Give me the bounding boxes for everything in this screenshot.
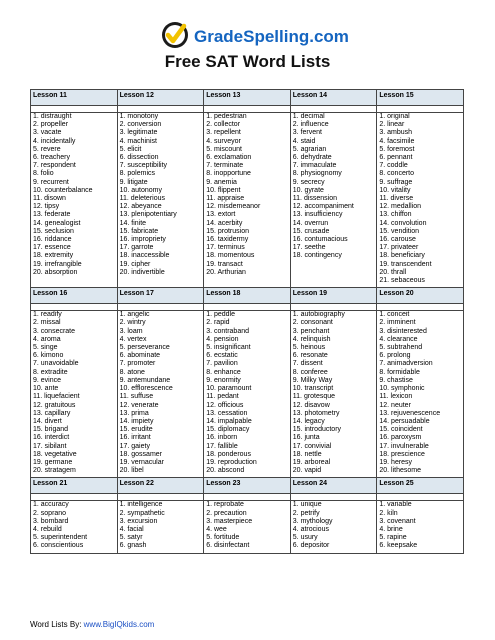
word-item: 14. convolution	[379, 219, 427, 227]
spacer-cell	[290, 494, 377, 501]
spacer-cell	[204, 494, 291, 501]
word-item: 5. singe	[33, 344, 58, 352]
lesson-heading: Lesson 25	[377, 478, 464, 494]
word-item: 19. transact	[206, 260, 243, 268]
word-item: 1. decimal	[292, 113, 325, 120]
word-item: 12. misdemeanor	[206, 203, 261, 211]
word-item: 20. vapid	[292, 467, 322, 475]
word-item: 11. liquefacient	[33, 393, 80, 401]
word-item: 1. intelligence	[119, 501, 163, 509]
word-item: 14. genealogist	[33, 219, 81, 227]
word-item: 5. rapine	[379, 534, 407, 542]
word-item: 7. promoter	[119, 360, 156, 368]
word-item: 4. clearance	[379, 335, 418, 343]
spacer-cell	[31, 106, 118, 113]
word-item: 1. accuracy	[33, 501, 69, 509]
word-item: 4. staid	[292, 137, 316, 145]
lessons-table-wrapper	[30, 89, 464, 554]
word-item: 8. enhance	[206, 368, 241, 376]
lesson-heading: Lesson 21	[31, 478, 118, 494]
word-item: 5. agrarian	[292, 145, 327, 153]
word-item: 9. enormity	[206, 376, 241, 384]
word-item: 4. incidentally	[33, 137, 76, 145]
word-item: 10. transcript	[292, 385, 334, 393]
lesson-header-row	[31, 478, 464, 494]
word-item: 20. thrall	[379, 268, 407, 276]
word-item: 5. superintendent	[33, 534, 88, 542]
word-item: 5. perseverance	[119, 344, 170, 352]
word-item: 6. kimono	[33, 352, 64, 360]
word-item: 17. terminus	[206, 244, 245, 252]
word-item: 14. persuadable	[379, 417, 430, 425]
spacer-cell	[290, 304, 377, 311]
word-item: 13. photometry	[292, 409, 340, 417]
word-item: 6. keepsake	[379, 542, 418, 550]
word-item: 12. abeyance	[119, 203, 162, 211]
word-item: 17. privateer	[379, 244, 419, 252]
word-item: 9. secrecy	[292, 178, 325, 186]
word-list-cell	[117, 311, 204, 478]
spacer-cell	[290, 106, 377, 113]
word-item: 7. respondent	[33, 162, 76, 170]
lesson-header-row	[31, 288, 464, 304]
word-item: 18. inaccessible	[119, 252, 170, 260]
word-item: 17. garrote	[119, 244, 154, 252]
word-item: 10. gyrate	[292, 186, 324, 194]
word-item: 21. sebaceous	[379, 277, 425, 285]
word-item: 6. gnash	[119, 542, 147, 550]
word-item: 13. cessation	[206, 409, 248, 417]
word-list-row	[31, 113, 464, 288]
word-item: 10. efflorescence	[119, 385, 173, 393]
word-item: 20. indivertible	[119, 268, 165, 276]
word-item: 8. conferee	[292, 368, 328, 376]
word-item: 3. penchant	[292, 327, 330, 335]
lesson-heading: Lesson 20	[377, 288, 464, 304]
word-item: 4. surveyor	[206, 137, 241, 145]
word-item: 6. prolong	[379, 352, 411, 360]
word-item: 19. reproduction	[206, 458, 257, 466]
word-item: 10. vitality	[379, 186, 411, 194]
word-item: 5. elicit	[119, 145, 142, 153]
word-item: 6. pennant	[379, 154, 413, 162]
footer-credit	[30, 620, 154, 629]
word-item: 5. satyr	[119, 534, 143, 542]
word-list-row	[31, 311, 464, 478]
word-item: 5. insignificant	[206, 344, 251, 352]
word-item: 6. depositor	[292, 542, 330, 550]
word-item: 1. reprobate	[206, 501, 244, 509]
word-item: 18. vegetative	[33, 450, 77, 458]
word-item: 19. cipher	[119, 260, 151, 268]
word-item: 10. ante	[33, 385, 59, 393]
word-item: 8. physiognomy	[292, 170, 342, 178]
word-item: 19. vernacular	[119, 458, 164, 466]
word-item: 4. brine	[379, 525, 403, 533]
word-item: 19. irrefrangible	[33, 260, 82, 268]
word-item: 15. diplomacy	[206, 426, 250, 434]
word-item: 18. beneficiary	[379, 252, 425, 260]
word-item: 2. precaution	[206, 509, 247, 517]
word-item: 19. germane	[33, 458, 73, 466]
word-item: 16. interdict	[33, 434, 70, 442]
word-item: 9. Milky Way	[292, 376, 333, 384]
word-item: 10. flippent	[206, 186, 241, 194]
word-item: 9. suffrage	[379, 178, 413, 186]
word-item: 12. officious	[206, 401, 244, 409]
word-item: 1. monotony	[119, 113, 159, 120]
word-item: 16. riddance	[33, 236, 72, 244]
word-item: 1. angelic	[119, 311, 150, 319]
word-list-row	[31, 501, 464, 553]
lesson-heading: Lesson 24	[290, 478, 377, 494]
word-item: 18. momentous	[206, 252, 255, 260]
word-item: 20. libel	[119, 467, 144, 475]
word-item: 9. recurrent	[33, 178, 69, 186]
word-item: 15. seclusion	[33, 227, 74, 235]
word-item: 15. fabricate	[119, 227, 159, 235]
word-item: 2. petrify	[292, 509, 320, 517]
lesson-heading: Lesson 19	[290, 288, 377, 304]
word-item: 13. plenipotentiary	[119, 211, 177, 219]
word-item: 14. finite	[119, 219, 147, 227]
footer-prefix: Word Lists By:	[30, 620, 84, 629]
lesson-heading: Lesson 11	[31, 90, 118, 106]
word-item: 2. propeller	[33, 121, 69, 129]
word-item: 14. legacy	[292, 417, 325, 425]
lesson-heading: Lesson 15	[377, 90, 464, 106]
spacer-cell	[117, 494, 204, 501]
word-item: 7. immaculate	[292, 162, 337, 170]
word-item: 14. impiety	[119, 417, 154, 425]
word-list-cell	[204, 311, 291, 478]
word-item: 13. chiffon	[379, 211, 412, 219]
spacer-cell	[31, 304, 118, 311]
word-item: 17. fallible	[206, 442, 238, 450]
word-item: 16. taxidermy	[206, 236, 249, 244]
word-item: 13. extort	[206, 211, 236, 219]
word-list-cell	[377, 501, 464, 553]
word-item: 12. neuter	[379, 401, 411, 409]
word-item: 5. foremost	[379, 145, 415, 153]
word-list-cell	[117, 501, 204, 553]
word-item: 8. inopportune	[206, 170, 251, 178]
word-item: 6. conscientious	[33, 542, 84, 550]
word-item: 8. folio	[33, 170, 54, 178]
word-item: 14. divert	[33, 417, 62, 425]
word-item: 12. gratuitous	[33, 401, 76, 409]
word-item: 4. relinquish	[292, 335, 331, 343]
word-item: 6. exclamation	[206, 154, 252, 162]
word-item: 11. deleterious	[119, 195, 165, 203]
word-item: 16. contumacious	[292, 236, 348, 244]
word-item: 6. resonate	[292, 352, 328, 360]
word-item: 12. accompaniment	[292, 203, 354, 211]
word-item: 7. coddle	[379, 162, 408, 170]
word-item: 4. aroma	[33, 335, 61, 343]
word-item: 4. wee	[206, 525, 227, 533]
word-item: 2. consonant	[292, 319, 333, 327]
word-list-cell	[377, 311, 464, 478]
word-item: 17. invulnerable	[379, 442, 429, 450]
word-item: 4. vertex	[119, 335, 147, 343]
word-item: 7. dissent	[292, 360, 323, 368]
word-item: 18. contingency	[292, 252, 342, 260]
word-item: 1. conceit	[379, 311, 410, 319]
word-item: 17. seethe	[292, 244, 326, 252]
word-item: 15. introductory	[292, 426, 342, 434]
word-item: 16. impropriety	[119, 236, 166, 244]
word-item: 9. evince	[33, 376, 62, 384]
word-item: 2. kiln	[379, 509, 398, 517]
word-item: 12. tipsy	[33, 203, 60, 211]
word-item: 4. facial	[119, 525, 144, 533]
word-item: 4. pension	[206, 335, 239, 343]
word-item: 10. symphonic	[379, 385, 425, 393]
word-item: 11. disown	[33, 195, 66, 203]
word-item: 3. ambush	[379, 129, 413, 137]
word-item: 14. overrun	[292, 219, 329, 227]
word-item: 13. federate	[33, 211, 71, 219]
word-item: 9. anemia	[206, 178, 237, 186]
word-item: 5. fortitude	[206, 534, 240, 542]
word-item: 8. atone	[119, 368, 145, 376]
word-item: 20. absorption	[33, 268, 78, 276]
spacer-cell	[377, 494, 464, 501]
word-item: 3. consecrate	[33, 327, 76, 335]
word-item: 7. susceptibility	[119, 162, 168, 170]
word-item: 13. capillary	[33, 409, 71, 417]
word-item: 6. ecstatic	[206, 352, 238, 360]
word-item: 11. dissension	[292, 195, 338, 203]
word-item: 1. readify	[33, 311, 62, 319]
lesson-heading: Lesson 17	[117, 288, 204, 304]
word-item: 2. rapid	[206, 319, 230, 327]
word-list-cell	[204, 113, 291, 288]
word-item: 19. heresy	[379, 458, 413, 466]
brand-name[interactable]: GradeSpelling.com	[194, 27, 349, 46]
word-item: 13. insufficiency	[292, 211, 343, 219]
word-item: 9. antemundane	[119, 376, 171, 384]
word-item: 1. variable	[379, 501, 412, 509]
word-item: 9. chastise	[379, 376, 413, 384]
word-item: 3. covenant	[379, 517, 416, 525]
word-item: 18. prescience	[379, 450, 425, 458]
word-list-cell	[290, 113, 377, 288]
word-item: 15. vendition	[379, 227, 420, 235]
word-list-cell	[31, 311, 118, 478]
word-item: 6. disinfectant	[206, 542, 250, 550]
word-item: 3. mythology	[292, 517, 333, 525]
word-item: 3. fervent	[292, 129, 322, 137]
lesson-header-row	[31, 90, 464, 106]
word-item: 2. conversion	[119, 121, 162, 129]
word-item: 6. treachery	[33, 154, 70, 162]
lesson-heading: Lesson 13	[204, 90, 291, 106]
word-item: 2. wintry	[119, 319, 146, 327]
word-item: 18. ponderous	[206, 450, 251, 458]
word-item: 1. pedestrian	[206, 113, 247, 120]
checkmark-badge-icon	[160, 20, 190, 50]
word-list-cell	[290, 311, 377, 478]
word-item: 2. soprano	[33, 509, 67, 517]
spacer-cell	[377, 304, 464, 311]
word-item: 8. extradite	[33, 368, 68, 376]
word-item: 18. gossamer	[119, 450, 163, 458]
word-item: 12. disavow	[292, 401, 330, 409]
word-item: 13. prima	[119, 409, 149, 417]
word-item: 2. collector	[206, 121, 241, 129]
word-item: 1. distraught	[33, 113, 72, 120]
word-item: 2. imminent	[379, 319, 416, 327]
word-item: 16. carouse	[379, 236, 416, 244]
word-item: 11. diverse	[379, 195, 414, 203]
word-item: 8. concerto	[379, 170, 415, 178]
word-item: 3. vacate	[33, 129, 62, 137]
word-item: 6. dehydrate	[292, 154, 332, 162]
word-item: 5. heinous	[292, 344, 326, 352]
word-item: 11. grotesque	[292, 393, 336, 401]
word-item: 16. irritant	[119, 434, 151, 442]
spacer-cell	[31, 494, 118, 501]
word-item: 15. protrusion	[206, 227, 249, 235]
word-item: 16. inborn	[206, 434, 238, 442]
word-item: 4. atrocious	[292, 525, 329, 533]
word-item: 6. abominate	[119, 352, 161, 360]
word-item: 19. transcendent	[379, 260, 432, 268]
word-item: 15. brigand	[33, 426, 69, 434]
word-item: 1. autobiography	[292, 311, 345, 319]
word-item: 12. medallion	[379, 203, 422, 211]
spacer-cell	[117, 106, 204, 113]
word-item: 11. appraise	[206, 195, 245, 203]
word-item: 15. erudite	[119, 426, 153, 434]
word-item: 3. repellent	[206, 129, 241, 137]
word-item: 8. polemics	[119, 170, 155, 178]
lesson-heading: Lesson 16	[31, 288, 118, 304]
word-item: 18. nettle	[292, 450, 322, 458]
word-item: 7. pavilion	[206, 360, 238, 368]
word-item: 17. gaiety	[119, 442, 150, 450]
word-item: 1. unique	[292, 501, 322, 509]
lesson-heading: Lesson 18	[204, 288, 291, 304]
lesson-heading: Lesson 14	[290, 90, 377, 106]
word-list-cell	[117, 113, 204, 288]
page-title: Free SAT Word Lists	[164, 52, 331, 71]
word-item: 20. abscond	[206, 467, 245, 475]
word-item: 3. contraband	[206, 327, 249, 335]
word-item: 3. loam	[119, 327, 143, 335]
word-item: 18. extremity	[33, 252, 74, 260]
word-item: 7. terminate	[206, 162, 244, 170]
page-header	[0, 0, 495, 82]
word-item: 17. sibilant	[33, 442, 67, 450]
word-item: 20. stratagem	[33, 467, 76, 475]
word-item: 8. formidable	[379, 368, 420, 376]
word-item: 14. acerbity	[206, 219, 243, 227]
word-item: 4. rebuild	[33, 525, 62, 533]
word-item: 17. essence	[33, 244, 71, 252]
word-item: 20. lithesome	[379, 467, 422, 475]
word-item: 15. crusade	[292, 227, 330, 235]
footer-link[interactable]: www.BigIQkids.com	[83, 620, 155, 629]
lesson-heading: Lesson 22	[117, 478, 204, 494]
word-list-cell	[31, 113, 118, 288]
word-item: 5. usury	[292, 534, 318, 542]
word-item: 7. unavoidable	[33, 360, 79, 368]
word-item: 7. animadversion	[379, 360, 433, 368]
word-item: 3. excursion	[119, 517, 158, 525]
word-item: 11. suffuse	[119, 393, 154, 401]
word-item: 15. coincident	[379, 426, 423, 434]
word-item: 10. counterbalance	[33, 186, 93, 194]
word-list-cell	[31, 501, 118, 553]
word-item: 11. pedant	[206, 393, 239, 401]
word-item: 2. sympathetic	[119, 509, 165, 517]
word-item: 13. rejuvenescence	[379, 409, 441, 417]
spacer-cell	[117, 304, 204, 311]
word-item: 4. facsimile	[379, 137, 415, 145]
word-item: 17. convivial	[292, 442, 332, 450]
word-item: 9. litigate	[119, 178, 148, 186]
word-item: 2. linear	[379, 121, 405, 129]
word-list-cell	[377, 113, 464, 288]
word-item: 5. revere	[33, 145, 61, 153]
word-item: 10. autonomy	[119, 186, 163, 194]
lesson-heading: Lesson 12	[117, 90, 204, 106]
word-item: 12. venerate	[119, 401, 159, 409]
word-item: 3. masterpiece	[206, 517, 253, 525]
word-item: 16. junta	[292, 434, 320, 442]
word-item: 10. paramount	[206, 385, 252, 393]
word-item: 19. arboreal	[292, 458, 331, 466]
word-item: 1. peddle	[206, 311, 235, 319]
word-item: 14. impalpable	[206, 417, 252, 425]
lesson-heading: Lesson 23	[204, 478, 291, 494]
word-item: 3. legitimate	[119, 129, 158, 137]
spacer-cell	[377, 106, 464, 113]
spacer-cell	[204, 304, 291, 311]
lessons-table	[30, 89, 464, 554]
spacer-cell	[204, 106, 291, 113]
word-item: 5. miscount	[206, 145, 242, 153]
word-item: 16. paroxysm	[379, 434, 422, 442]
word-item: 6. dissection	[119, 154, 159, 162]
word-item: 1. original	[379, 113, 410, 120]
word-list-cell	[290, 501, 377, 553]
word-item: 2. influence	[292, 121, 329, 129]
word-item: 3. bombard	[33, 517, 69, 525]
word-item: 2. missal	[33, 319, 61, 327]
word-list-cell	[204, 501, 291, 553]
word-item: 4. machinist	[119, 137, 157, 145]
word-item: 5. subtrahend	[379, 344, 423, 352]
word-item: 3. disinterested	[379, 327, 427, 335]
word-item: 20. Arthurian	[206, 268, 246, 276]
word-item: 11. lexicon	[379, 393, 413, 401]
